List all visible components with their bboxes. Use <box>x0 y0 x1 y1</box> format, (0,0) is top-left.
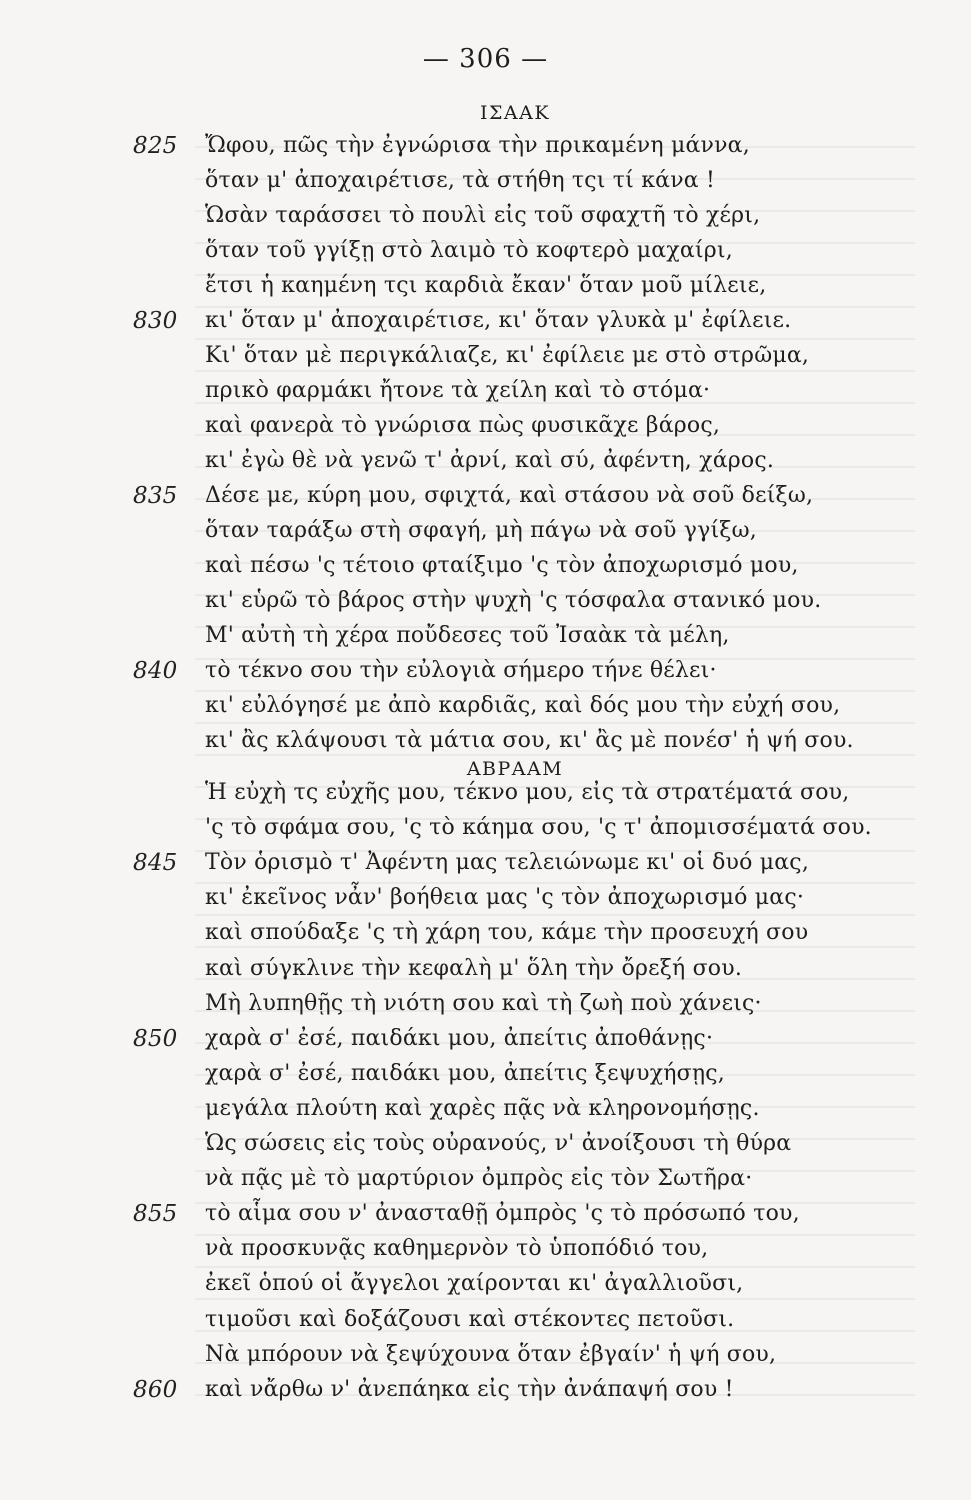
speaker-heading-isaak: ΙΣΑΑΚ <box>479 102 551 124</box>
verse-text: ἔτσι ἡ καημένη τςι καρδιὰ ἔκαν' ὅταν μοῦ μίλειε, <box>205 273 767 298</box>
verse-line <box>205 443 915 479</box>
verse-line <box>205 548 915 584</box>
verse-number: 855 <box>133 1201 178 1228</box>
verse-text: νὰ πᾷς μὲ τὸ μαρτύριον ὀμπρὸς εἰς τὸν Σωτῆρα· <box>205 1166 753 1192</box>
verse-line <box>133 128 915 164</box>
verse-text: μεγάλα πλούτη καὶ χαρὲς πᾷς νὰ κληρονομήσῃς. <box>205 1095 760 1121</box>
verse-text: κι' εὑρῶ τὸ βάρος στὴν ψυχὴ 'ς τόσφαλα στανικό μου. <box>205 588 822 613</box>
verse-line <box>205 1302 915 1338</box>
verse-text: τιμοῦσι καὶ δοξάζουσι καὶ στέκοντες πετοῦσι. <box>205 1306 735 1332</box>
verse-number: 850 <box>133 1025 178 1052</box>
verse-line <box>205 163 915 199</box>
verse-line <box>133 303 915 339</box>
verse-line <box>205 723 915 759</box>
verse-line <box>205 810 915 846</box>
verse-text: καὶ νἄρθω ν' ἀνεπάηκα εἰς τὴν ἀνάπαψή σου ! <box>205 1376 734 1402</box>
verse-text: καὶ φανερὰ τὸ γνώρισα πὼς φυσικᾶχε βάρος, <box>205 413 721 438</box>
verse-number: 845 <box>133 850 178 877</box>
verse-text: πρικὸ φαρμάκι ἤτονε τὰ χείλη καὶ τὸ στόμα· <box>205 378 711 403</box>
verse-text: καὶ πέσω 'ς τέτοιο φταίξιμο 'ς τὸν ἀποχωρισμό μου, <box>205 553 799 578</box>
verse-text: Μὴ λυπηθῇς τὴ νιότη σου καὶ τὴ ζωὴ ποὺ χάνεις· <box>205 990 762 1016</box>
verse-text: ὅταν ταράξω στὴ σφαγή, μὴ πάγω νὰ σοῦ γγίξω, <box>205 518 757 543</box>
verse-line <box>133 1196 915 1232</box>
verse-line <box>205 1266 915 1302</box>
verse-line <box>133 1021 915 1057</box>
verse-line <box>205 1161 915 1197</box>
verse-number: 825 <box>133 133 178 159</box>
verse-line <box>205 198 915 234</box>
verse-text: χαρὰ σ' ἐσέ, παιδάκι μου, ἀπείτις ἀποθάνῃς· <box>205 1025 714 1051</box>
verse-line <box>133 653 915 689</box>
verse-text: Δέσε με, κύρη μου, σφιχτά, καὶ στάσου νὰ σοῦ δείξω, <box>205 483 814 508</box>
verse-line <box>205 688 915 724</box>
verse-number: 860 <box>133 1376 178 1403</box>
verse-line <box>205 268 915 304</box>
verse-text: Μ' αὐτὴ τὴ χέρα ποὔδεσες τοῦ Ἰσαὰκ τὰ μέλη, <box>205 623 730 648</box>
verse-text: Νὰ μπόρουν νὰ ξεψύχουνα ὅταν ἐβγαίν' ἡ ψή σου, <box>205 1341 777 1367</box>
verse-line <box>205 986 915 1022</box>
verse-text: κι' ὅταν μ' ἀποχαιρέτισε, κι' ὅταν γλυκὰ μ' ἐφίλειε. <box>205 308 792 333</box>
verse-text: τὸ αἷμα σου ν' ἀνασταθῇ ὀμπρὸς 'ς τὸ πρόσωπό του, <box>205 1201 800 1227</box>
verse-text: τὸ τέκνο σου τὴν εὐλογιὰ σήμερο τήνε θέλει· <box>205 658 717 683</box>
verse-line <box>205 1126 915 1162</box>
verse-text: Ὡσὰν ταράσσει τὸ πουλὶ εἰς τοῦ σφαχτῆ τὸ χέρι, <box>205 203 761 228</box>
verse-line <box>205 951 915 987</box>
verse-line <box>205 338 915 374</box>
verse-line <box>205 618 915 654</box>
verse-number: 835 <box>133 483 178 509</box>
verse-text: κι' εὐλόγησέ με ἀπὸ καρδιᾶς, καὶ δός μου τὴν εὐχή σου, <box>205 693 841 718</box>
verse-line <box>205 1337 915 1373</box>
verse-text: χαρὰ σ' ἐσέ, παιδάκι μου, ἀπείτις ξεψυχήσῃς, <box>205 1060 725 1086</box>
verse-text: νὰ προσκυνᾷς καθημερνὸν τὸ ὑποπόδιό του, <box>205 1236 709 1262</box>
verse-line <box>205 880 915 916</box>
verse-line <box>205 775 915 811</box>
verse-line <box>205 1231 915 1267</box>
speaker-heading-avraam: ΑΒΡΑΑΜ <box>466 758 564 780</box>
verse-line <box>205 1091 915 1127</box>
verse-line <box>133 1372 915 1408</box>
verse-text: κι' ἂς κλάψουσι τὰ μάτια σου, κι' ἂς μὲ πονέσ' ἡ ψή σου. <box>205 728 854 753</box>
verse-line <box>205 513 915 549</box>
verse-text: Ἡ εὐχὴ τς εὐχῆς μου, τέκνο μου, εἰς τὰ στρατέματά σου, <box>205 780 850 805</box>
verse-text: κι' ἐγὼ θὲ νὰ γενῶ τ' ἀρνί, καὶ σύ, ἀφέντη, χάρος. <box>205 448 775 473</box>
verse-text: Ὡς σώσεις εἰς τοὺς οὐρανούς, ν' ἀνοίξουσι τὴ θύρα <box>205 1131 792 1156</box>
verse-number: 830 <box>133 308 178 334</box>
verse-line <box>205 373 915 409</box>
verse-text: ὅταν τοῦ γγίξῃ στὸ λαιμὸ τὸ κοφτερὸ μαχαίρι, <box>205 238 733 263</box>
verse-text: ὅταν μ' ἀποχαιρέτισε, τὰ στήθη τςι τί κάνα ! <box>205 168 716 193</box>
verse-text: καὶ σπούδαξε 'ς τὴ χάρη του, κάμε τὴν προσευχή σου <box>205 920 809 946</box>
verse-text: κι' ἐκεῖνος νἆν' βοήθεια μας 'ς τὸν ἀποχωρισμό μας· <box>205 885 805 911</box>
verse-text: Κι' ὅταν μὲ περιγκάλιαζε, κι' ἐφίλειε με στὸ στρῶμα, <box>205 343 810 368</box>
verse-line <box>205 408 915 444</box>
verse-line <box>205 233 915 269</box>
verse-line <box>205 915 915 951</box>
verse-line <box>133 478 915 514</box>
page-number: — 306 — <box>422 44 549 74</box>
verse-text: Ὤφου, πῶς τὴν ἐγνώρισα τὴν πρικαμένη μάννα, <box>205 133 750 158</box>
verse-text: Τὸν ὁρισμὸ τ' Ἀφέντη μας τελειώνωμε κι' οἱ δυό μας, <box>205 850 810 876</box>
verse-line <box>205 1056 915 1092</box>
verse-line <box>133 845 915 881</box>
verse-number: 840 <box>133 658 178 684</box>
verse-text: καὶ σύγκλινε τὴν κεφαλὴ μ' ὅλη τὴν ὄρεξή σου. <box>205 955 743 981</box>
verse-line <box>205 583 915 619</box>
verse-text: 'ς τὸ σφάμα σου, 'ς τὸ κάημα σου, 'ς τ' ἀπομισσέματά σου. <box>205 815 872 841</box>
verse-text: ἐκεῖ ὁπού οἱ ἄγγελοι χαίρονται κι' ἀγαλλιοῦσι, <box>205 1271 744 1297</box>
